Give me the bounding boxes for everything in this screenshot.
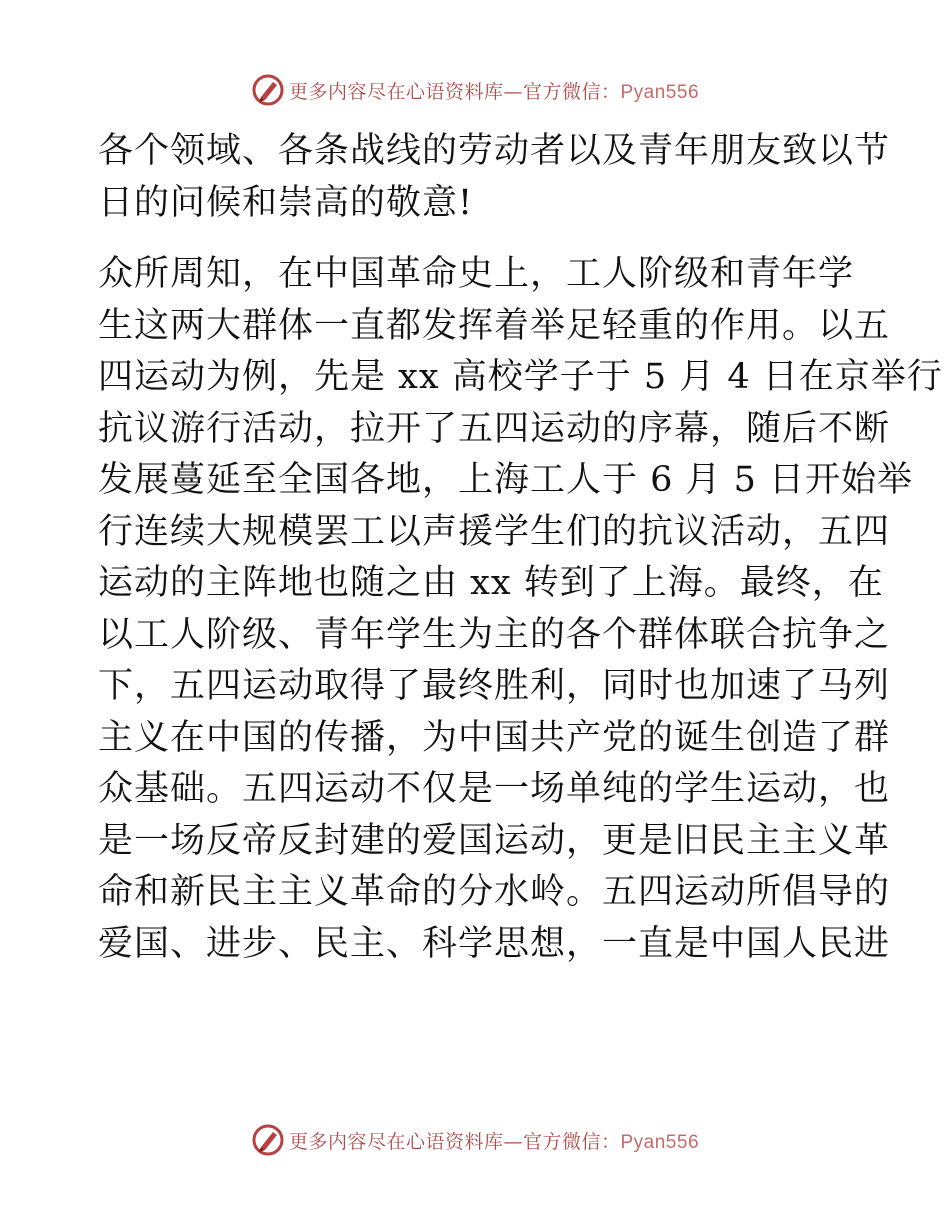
pen-logo-icon bbox=[251, 1123, 285, 1157]
paragraph-gap bbox=[98, 229, 858, 249]
paragraph-2-line: 发展蔓延至全国各地，上海工人于 6 月 5 日开始举 bbox=[98, 460, 914, 500]
header-banner bbox=[0, 73, 950, 107]
header-banner-text bbox=[289, 77, 699, 104]
header-banner-label: 更多内容尽在心语资料库—官方微信： bbox=[288, 80, 621, 103]
paragraph-2-line: 行连续大规模罢工以声援学生们的抗议活动，五四 bbox=[98, 511, 891, 552]
footer-banner bbox=[0, 1123, 950, 1157]
paragraph-2-line: 四运动为例，先是 xx 高校学子于 5 月 4 日在京举行 bbox=[98, 357, 943, 397]
paragraph-2-line: 爱国、进步、民主、科学思想，一直是中国人民进 bbox=[98, 923, 891, 964]
footer-banner-label: 更多内容尽在心语资料库—官方微信： bbox=[288, 1130, 621, 1153]
document-body bbox=[98, 126, 943, 970]
footer-wechat-id: Pyan556 bbox=[620, 1131, 700, 1153]
header-wechat-id: Pyan556 bbox=[620, 81, 700, 103]
paragraph-2-line: 主义在中国的传播，为中国共产党的诞生创造了群 bbox=[98, 717, 891, 758]
paragraph-2-line: 运动的主阵地也随之由 xx 转到了上海。最终，在 bbox=[98, 563, 884, 603]
pen-logo-icon bbox=[251, 73, 285, 107]
footer-banner-text bbox=[289, 1127, 699, 1154]
paragraph-2-line: 抗议游行活动，拉开了五四运动的序幕，随后不断 bbox=[98, 408, 891, 449]
paragraph-2-line: 命和新民主主义革命的分水岭。五四运动所倡导的 bbox=[98, 872, 891, 912]
paragraph-2-line: 众所周知，在中国革命史上，工人阶级和青年学 bbox=[98, 254, 855, 294]
paragraph-1-line: 各个领域、各条战线的劳动者以及青年朋友致以节 bbox=[98, 131, 891, 171]
paragraph-1-line: 日的问候和崇高的敬意! bbox=[98, 182, 474, 223]
paragraph-2-line: 下，五四运动取得了最终胜利，同时也加速了马列 bbox=[98, 666, 891, 706]
paragraph-2-line: 众基础。五四运动不仅是一场单纯的学生运动，也 bbox=[98, 769, 891, 809]
paragraph-2-line: 以工人阶级、青年学生为主的各个群体联合抗争之 bbox=[98, 614, 891, 655]
paragraph-2-line: 生这两大群体一直都发挥着举足轻重的作用。以五 bbox=[98, 305, 891, 346]
paragraph-2-line: 是一场反帝反封建的爱国运动，更是旧民主主义革 bbox=[98, 820, 891, 861]
